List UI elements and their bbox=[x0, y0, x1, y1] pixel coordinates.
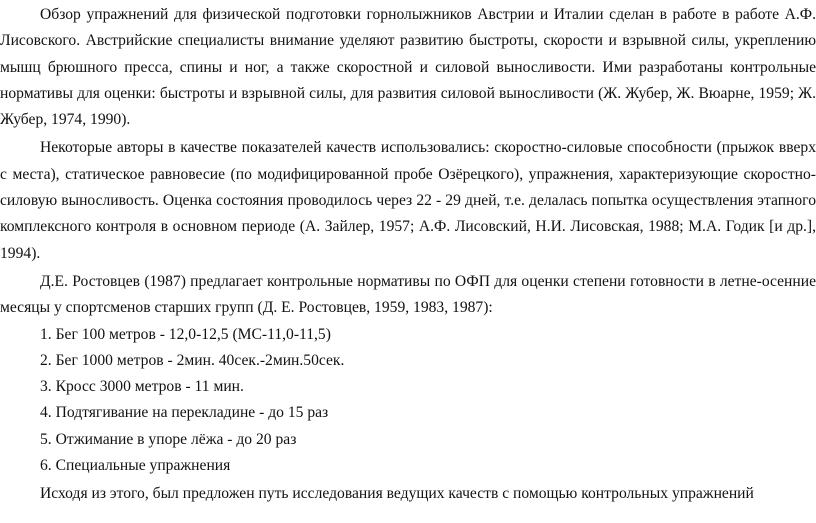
paragraph-austria-italy: Обзор упражнений для физической подготовки горнолыжников Австрии и Италии сделан в работе в работе А.Ф. Лисовского. Австрийские специалисты внимание уделяют развитию быстроты, скорости и взрывной силы, укреплению мышц брюшного пресса, спины и ног, а также скоростной и силовой выносливости. Ими разработаны контрольные нормативы для оценки: быстроты и взрывной силы, для развития силовой выносливости (Ж. Жубер, Ж. Вюарне, 1959; Ж. Жубер, 1974, 1990). bbox=[0, 6, 816, 129]
paragraph-quality-indicators: Некоторые авторы в качестве показателей качеств использовались: скоростно-силовые способности (прыжок вверх с места), статическое равновесие (по модифицированной пробе Озёрецкого), упражнения, характеризующие скоростно-силовую выносливость. Оценка состояния проводилось через 22 - 29 дней, т.е. делалась попытка осуществления этапного комплексного контроля в основном периоде (А. Зайлер, 1957; А.Ф. Лисовский, Н.И. Лисовская, 1988; М.А. Годик [и др.], 1994). bbox=[0, 139, 816, 262]
list-item: 5. Отжимание в упоре лёжа - до 20 раз bbox=[40, 430, 297, 448]
list-item: 6. Специальные упражнения bbox=[40, 457, 231, 475]
paragraph-rostovtsev: Д.Е. Ростовцев (1987) предлагает контрольные нормативы по ОФП для оценки степени готовности в летне-осенние месяцы у спортсменов старших групп (Д. Е. Ростовцев, 1959, 1983, 1987): bbox=[0, 272, 816, 317]
list-item: 2. Бег 1000 метров - 2мин. 40сек.-2мин.50сек. bbox=[40, 351, 345, 369]
list-item: 1. Бег 100 метров - 12,0-12,5 (МС-11,0-11,5) bbox=[40, 325, 331, 343]
list-item: 3. Кросс 3000 метров - 11 мин. bbox=[40, 378, 244, 396]
list-item: 4. Подтягивание на перекладине - до 15 раз bbox=[40, 404, 329, 422]
paragraph-closing: Исходя из этого, был предложен путь исследования ведущих качеств с помощью контрольных упражнений bbox=[40, 485, 754, 503]
norms-list bbox=[0, 322, 816, 480]
